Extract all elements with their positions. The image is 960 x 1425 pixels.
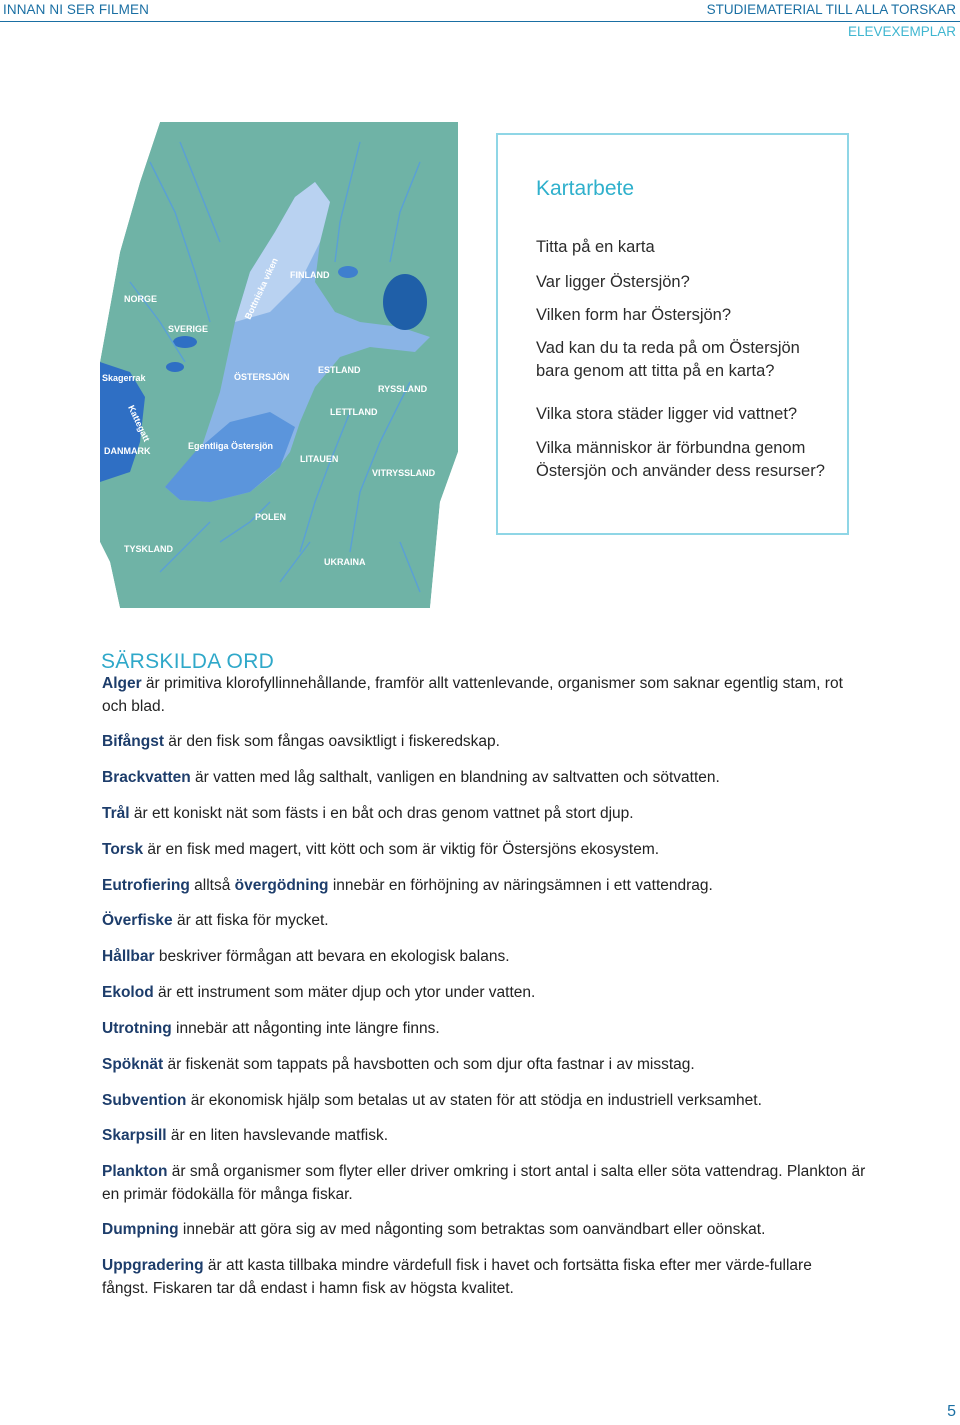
map-label-bottniska: Bottniska viken [242,256,280,321]
map-label-egentliga: Egentliga Östersjön [188,441,274,451]
glossary-item: Ekolod är ett instrument som mäter djup och ytor under vatten. [102,984,536,1001]
header-right-title: STUDIEMATERIAL TILL ALLA TORSKAR [706,2,956,17]
glossary-item: Torsk är en fisk med magert, vitt kött och som är viktig för Östersjöns ekosystem. [102,841,660,858]
box-question-3: Vilken form har Östersjön? [536,306,732,324]
glossary-item: Uppgradering är att kasta tillbaka mindre värdefull fisk i havet och fortsätta fiska efter mer värde-fullare fångst. Fiskaren tar då endast i hamn fisk av högsta kvalitet. [102,1257,812,1297]
map-label-norge: NORGE [124,294,158,304]
map-label-litauen: LITAUEN [300,454,339,464]
glossary-item: Bifångst är den fisk som fångas oavsiktligt i fiskeredskap. [102,733,500,750]
box-question-1: Titta på en karta [536,238,655,256]
header-left-title: INNAN NI SER FILMEN [3,2,149,17]
glossary-item: Utrotning innebär att någonting inte längre finns. [102,1020,440,1037]
box-question-2: Var ligger Östersjön? [536,273,690,291]
box-title: Kartarbete [536,177,635,200]
page-number: 5 [947,1403,956,1420]
map-label-kattegatt: Kattegatt [126,403,152,444]
glossary-item: Hållbar beskriver förmågan att bevara en ekologisk balans. [102,948,510,965]
glossary-item: Spöknät är fiskenät som tappats på havsbotten och som djur ofta fastnar i av misstag. [102,1056,695,1073]
map-label-estland: ESTLAND [318,365,361,375]
header-right-subtitle: ELEVEXEMPLAR [847,24,956,39]
glossary-item: Alger är primitiva klorofyllinnehållande, framför allt vattenlevande, organismer som saknar egentlig stam, rot och blad. [102,675,843,715]
baltic-sea-map [100,122,458,608]
map-label-ryssland: RYSSLAND [378,384,428,394]
map-label-lettland: LETTLAND [330,407,378,417]
box-question-4: Vad kan du ta reda på om Östersjön bara genom att titta på en karta? [536,339,800,380]
map-label-ostersjon: ÖSTERSJÖN [234,372,290,382]
glossary-item: Dumpning innebär att göra sig av med någonting som betraktas som oanvändbart eller oönskat. [102,1221,766,1238]
box-question-6: Vilka människor är förbundna genom Östersjön och använder dess resurser? [536,439,825,480]
map-label-vitryssland: VITRYSSLAND [372,468,436,478]
map-label-tyskland: TYSKLAND [124,544,173,554]
map-label-skagerrak: Skagerrak [102,373,146,383]
map-label-ukraina: UKRAINA [324,557,366,567]
glossary-title: SÄRSKILDA ORD [101,650,275,673]
header-divider [0,21,960,22]
glossary-item: Subvention är ekonomisk hjälp som betalas ut av staten för att stödja en industriell verksamhet. [102,1092,762,1109]
box-question-5: Vilka stora städer ligger vid vattnet? [536,405,798,423]
map-label-sverige: SVERIGE [168,324,209,334]
glossary-item: Överfiske är att fiska för mycket. [102,912,329,929]
glossary-item: Skarpsill är en liten havslevande matfisk. [102,1127,389,1144]
map-label-finland: FINLAND [290,270,330,280]
glossary-item: Eutrofiering alltså övergödning innebär en förhöjning av näringsämnen i ett vattendrag. [102,877,713,894]
map-label-danmark: DANMARK [104,446,151,456]
glossary-item: Plankton är små organismer som flyter eller driver omkring i stort antal i salta eller söta vattendrag. Plankton är en primär födokälla för många fiskar. [102,1163,866,1203]
map-exercise-box [496,133,849,535]
map-label-polen: POLEN [255,512,287,522]
glossary-item: Trål är ett koniskt nät som fästs i en båt och dras genom vattnet på stort djup. [102,805,634,822]
glossary-item: Brackvatten är vatten med låg salthalt, vanligen en blandning av saltvatten och sötvatten. [102,769,720,786]
